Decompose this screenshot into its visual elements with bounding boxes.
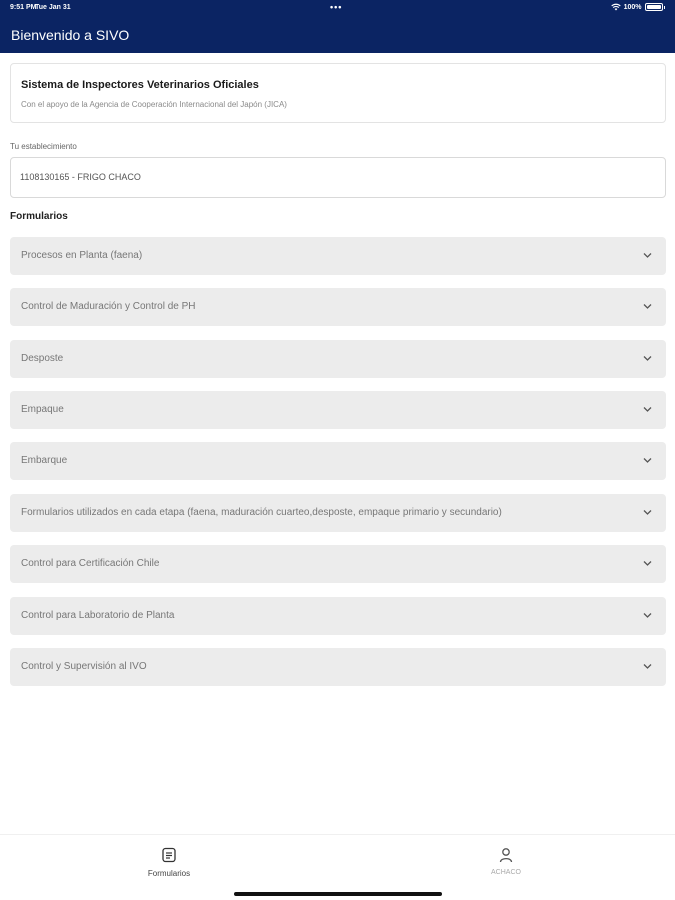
chevron-down-icon	[643, 457, 652, 464]
accordion-item[interactable]	[10, 288, 666, 326]
establishment-value: 1108130165 - FRIGO CHACO	[20, 172, 141, 182]
chevron-down-icon	[643, 663, 652, 670]
status-bar	[0, 0, 675, 16]
accordion-item[interactable]	[10, 545, 666, 583]
person-icon	[498, 847, 514, 863]
battery-icon	[645, 3, 663, 11]
accordion-label: Control para Certificación Chile	[21, 558, 160, 569]
chevron-down-icon	[643, 560, 652, 567]
chevron-down-icon	[643, 252, 652, 259]
accordion-item[interactable]	[10, 340, 666, 378]
accordion-label: Control de Maduración y Control de PH	[21, 301, 196, 312]
accordion-item[interactable]	[10, 648, 666, 686]
accordion-label: Embarque	[21, 455, 68, 466]
forms-heading: Formularios	[10, 211, 68, 222]
chevron-down-icon	[643, 355, 652, 362]
info-card	[10, 63, 666, 123]
chevron-down-icon	[643, 509, 652, 516]
accordion-item[interactable]	[10, 494, 666, 532]
accordion-label: Formularios utilizados en cada etapa (faena, maduración cuarteo,desposte, empaque primario y secundario)	[21, 507, 502, 518]
accordion-item[interactable]	[10, 237, 666, 275]
tab-label: ACHACO	[491, 869, 521, 876]
document-icon	[161, 847, 177, 863]
wifi-icon	[611, 3, 621, 11]
chevron-down-icon	[643, 406, 652, 413]
chevron-down-icon	[643, 612, 652, 619]
battery-tip	[664, 6, 666, 9]
battery-percent: 100%	[623, 3, 642, 11]
establishment-field[interactable]	[10, 157, 666, 198]
status-date: Tue Jan 31	[35, 4, 71, 11]
status-time: 9:51 PM	[10, 4, 37, 11]
accordion-label: Procesos en Planta (faena)	[21, 250, 143, 261]
establishment-label: Tu establecimiento	[10, 142, 77, 151]
accordion-label: Desposte	[21, 353, 64, 364]
tab-formularios[interactable]	[109, 847, 229, 878]
tab-label: Formularios	[147, 869, 191, 878]
info-card-subtitle: Con el apoyo de la Agencia de Cooperación Internacional del Japón (JICA)	[21, 100, 287, 109]
accordion-label: Empaque	[21, 404, 64, 415]
accordion-item[interactable]	[10, 442, 666, 480]
accordion-item[interactable]	[10, 597, 666, 635]
tab-profile[interactable]	[446, 847, 566, 876]
accordion-label: Control y Supervisión al IVO	[21, 661, 147, 672]
page-title: Bienvenido a SIVO	[11, 27, 130, 43]
tab-bar	[0, 834, 675, 900]
accordion-label: Control para Laboratorio de Planta	[21, 610, 175, 621]
home-indicator[interactable]	[234, 892, 442, 896]
info-card-title: Sistema de Inspectores Veterinarios Oficiales	[21, 79, 259, 91]
chevron-down-icon	[643, 303, 652, 310]
multitasking-dots[interactable]: •••	[330, 2, 343, 12]
accordion-item[interactable]	[10, 391, 666, 429]
app-header	[0, 0, 675, 53]
status-right	[611, 3, 665, 11]
